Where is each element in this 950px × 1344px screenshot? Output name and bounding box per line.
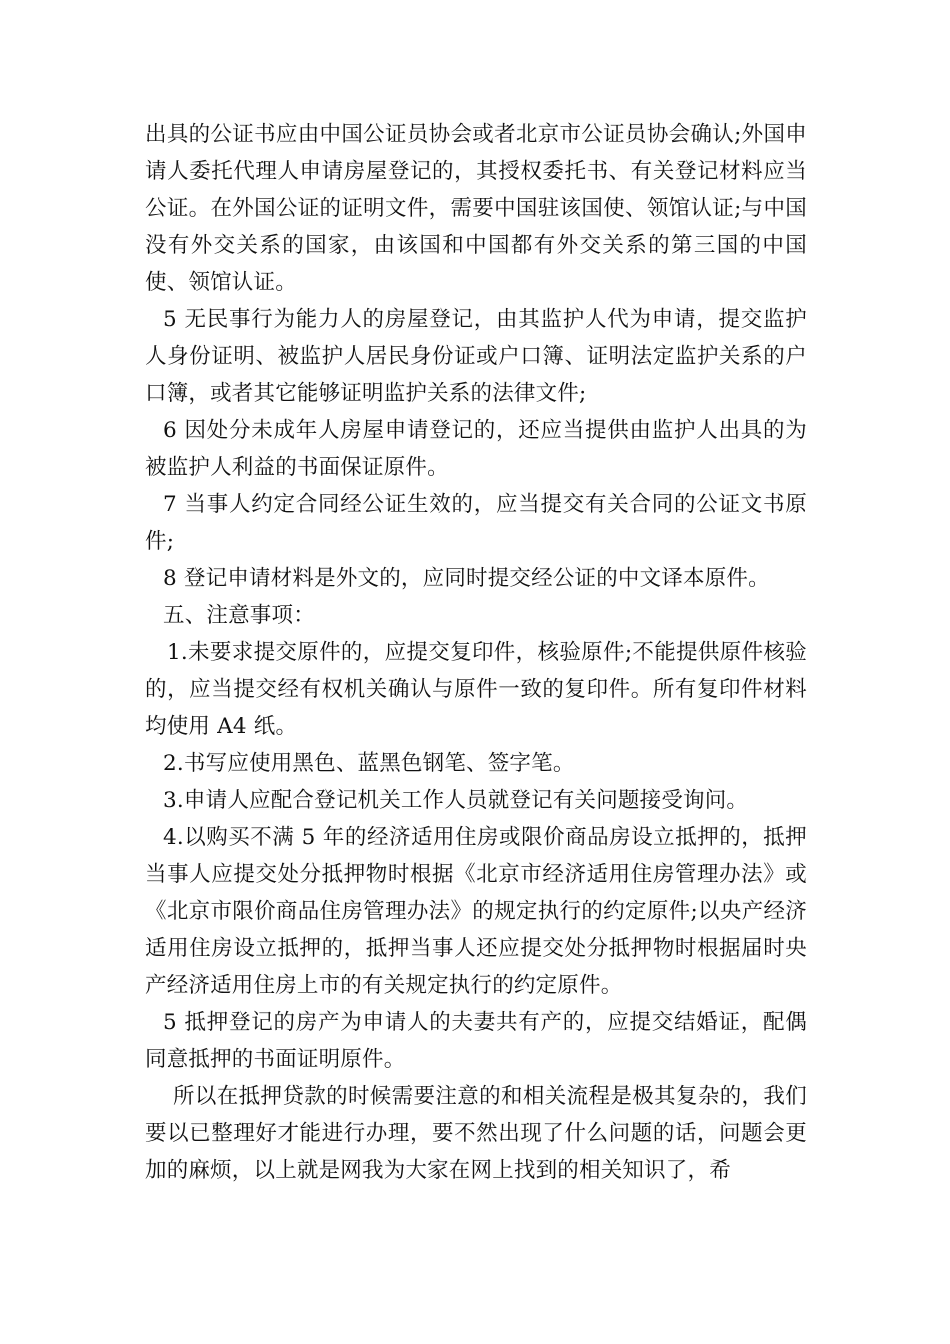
paragraph-conclusion: 所以在抵押贷款的时候需要注意的和相关流程是极其复杂的，我们要以已整理好才能进行办理，要不然出现了什么问题的话，问题会更加的麻烦，以上就是网我为大家在网上找到的相关知识了，希 (145, 1084, 807, 1183)
paragraph-item-7-contract: 7 当事人约定合同经公证生效的，应当提交有关合同的公证文书原件; (145, 492, 807, 554)
paragraph-note-3: 3.申请人应配合登记机关工作人员就登记有关问题接受询问。 (163, 788, 749, 813)
document-body (145, 116, 807, 1189)
section-heading-notes: 五、注意事项： (163, 603, 315, 628)
paragraph-note-4: 4.以购买不满 5 年的经济适用住房或限价商品房设立抵押的，抵押当事人应提交处分抵押物时根据《北京市经济适用住房管理办法》或《北京市限价商品住房管理办法》的规定执行的约定原件;以央产经济适用住房设立抵押的，抵押当事人还应提交处分抵押物时根据届时央产经济适用住房上市的有关规定执行的约定原件。 (145, 825, 807, 998)
paragraph-note-2: 2.书写应使用黑色、蓝黑色钢笔、签字笔。 (163, 751, 575, 776)
paragraph-item-8-translation: 8 登记申请材料是外文的，应同时提交经公证的中文译本原件。 (163, 566, 770, 591)
paragraph-item-5-guardian: 5 无民事行为能力人的房屋登记，由其监护人代为申请，提交监护人身份证明、被监护人居民身份证或户口簿、证明法定监护关系的户口簿，或者其它能够证明监护关系的法律文件; (145, 307, 807, 406)
paragraph-item-6-minor: 6 因处分未成年人房屋申请登记的，还应当提供由监护人出具的为被监护人利益的书面保证原件。 (145, 418, 807, 480)
paragraph-note-1: 1.未要求提交原件的，应提交复印件，核验原件;不能提供原件核验的，应当提交经有权机关确认与原件一致的复印件。所有复印件材料均使用 A4 纸。 (145, 640, 807, 739)
paragraph-notarization: 出具的公证书应由中国公证员协会或者北京市公证员协会确认;外国申请人委托代理人申请房屋登记的，其授权委托书、有关登记材料应当公证。在外国公证的证明文件，需要中国驻该国使、领馆认证;与中国没有外交关系的国家，由该国和中国都有外交关系的第三国的中国使、领馆认证。 (145, 122, 807, 295)
paragraph-note-5: 5 抵押登记的房产为申请人的夫妻共有产的，应提交结婚证，配偶同意抵押的书面证明原件。 (145, 1010, 807, 1072)
